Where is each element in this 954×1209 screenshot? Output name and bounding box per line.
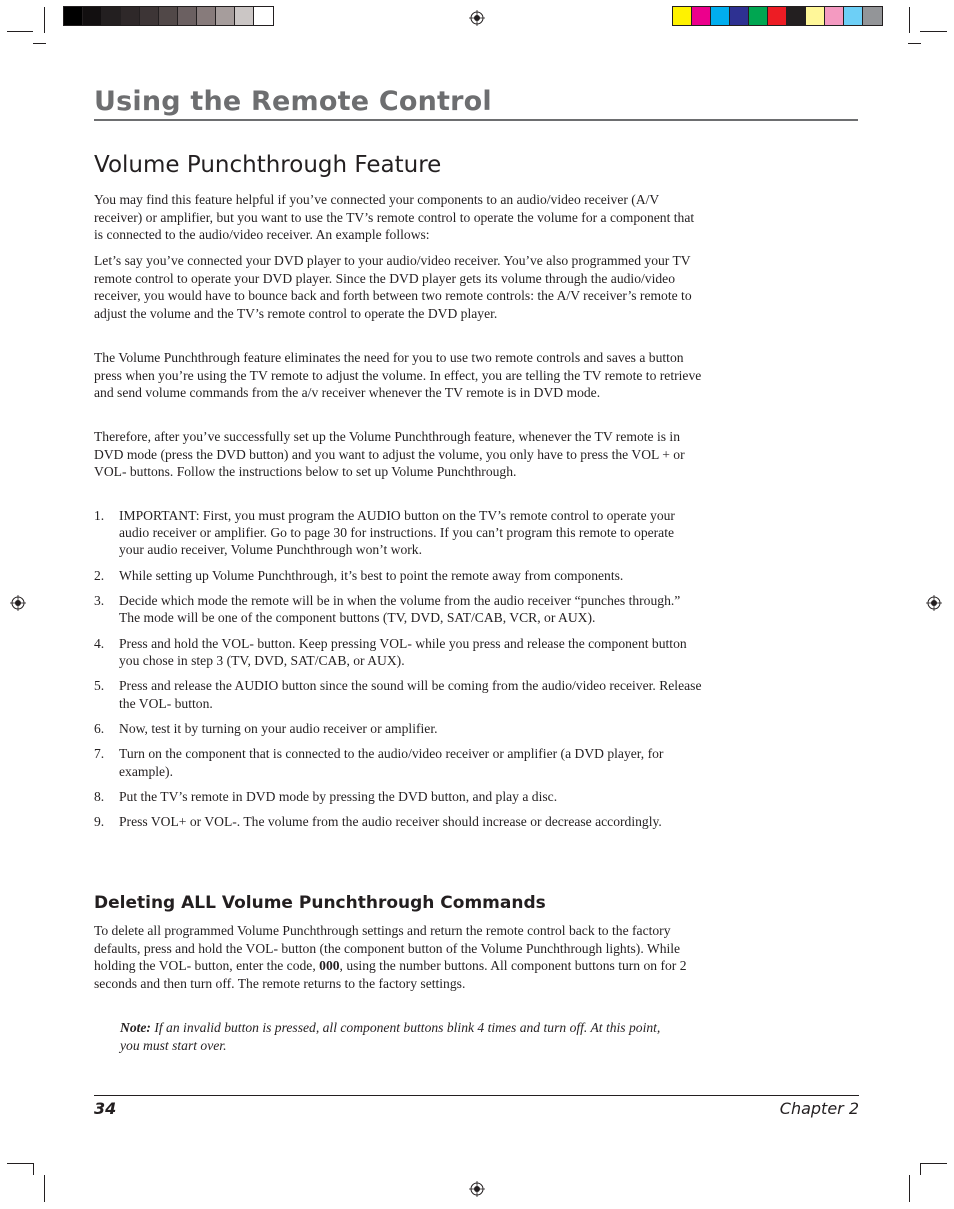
color-swatch: [806, 7, 825, 25]
registration-mark-icon: [926, 595, 942, 611]
step-number: 2.: [94, 567, 105, 583]
step-number: 5.: [94, 678, 105, 694]
setup-steps: [94, 507, 702, 839]
registration-mark-icon: [469, 1181, 485, 1197]
color-swatch: [64, 7, 83, 25]
color-swatch: [863, 7, 882, 25]
step-item: [94, 635, 702, 669]
color-swatch: [178, 7, 197, 25]
color-swatch: [140, 7, 159, 25]
paragraph-intro: You may find this feature helpful if you’ve connected your components to an audio/video receiver (A/V receiver) or amplifier, but you want to use the TV’s remote control to operate the volume for a component that is connected to the audio/video receiver. An example follows:: [94, 192, 695, 243]
step-text: While setting up Volume Punchthrough, it’s best to point the remote away from components.: [119, 567, 624, 583]
step-number: 6.: [94, 720, 105, 736]
step-text: Press and hold the VOL- button. Keep pressing VOL- while you press and release the component button you chose in step 3 (TV, DVD, SAT/CAB, or AUX).: [119, 635, 687, 668]
color-bar: [672, 6, 883, 26]
step-text: Turn on the component that is connected to the audio/video receiver or amplifier (a DVD player, for example).: [119, 746, 664, 779]
color-swatch: [692, 7, 711, 25]
color-swatch: [673, 7, 692, 25]
note-label: Note:: [120, 1020, 151, 1035]
color-swatch: [235, 7, 254, 25]
paragraph-therefore: Therefore, after you’ve successfully set up the Volume Punchthrough feature, whenever the TV remote is in DVD mode (press the DVD button) and you want to adjust the volume, you only have to press the VOL + or VOL- buttons. Follow the instructions below to set up Volume Punchthrough.: [94, 429, 685, 480]
page-number: 34: [94, 1099, 117, 1118]
step-item: [94, 788, 702, 805]
paragraph-feature: The Volume Punchthrough feature eliminates the need for you to use two remote controls and saves a button press when you’re using the TV remote to adjust the volume. In effect, you are telling the TV remote to retrieve and send volume commands from the a/v receiver whenever the TV remote is in DVD mode.: [94, 350, 702, 401]
step-number: 9.: [94, 814, 105, 830]
registration-mark-icon: [469, 10, 485, 26]
step-number: 7.: [94, 746, 105, 762]
section-title: Volume Punchthrough Feature: [94, 152, 442, 178]
color-swatch: [730, 7, 749, 25]
color-swatch: [844, 7, 863, 25]
step-number: 1.: [94, 508, 105, 523]
step-item: [94, 677, 702, 711]
color-swatch: [711, 7, 730, 25]
color-swatch: [102, 7, 121, 25]
paragraph-example: Let’s say you’ve connected your DVD player to your audio/video receiver. You’ve also programmed your TV remote control to operate your DVD player. Since the DVD player gets its volume through the audio/video receiver, you would have to bounce back and forth between two remote controls: the A/V receiver’s remote to adjust the volume and the TV’s remote control to operate the DVD player.: [94, 253, 692, 321]
delete-text-end: , using the number buttons. All component buttons turn on for 2 seconds and then turn off. The remote returns to the factory settings.: [94, 958, 687, 991]
color-swatch: [159, 7, 178, 25]
color-swatch: [768, 7, 787, 25]
step-item: [94, 720, 702, 737]
step-text: Decide which mode the remote will be in when the volume from the audio receiver “punches through.” The mode will be one of the component buttons (TV, DVD, SAT/CAB, VCR, or AUX).: [119, 593, 681, 626]
color-swatch: [216, 7, 235, 25]
step-number: 3.: [94, 593, 105, 609]
color-swatch: [254, 7, 273, 25]
step-item: [94, 813, 702, 830]
note: [120, 1019, 680, 1054]
step-number: 4.: [94, 635, 105, 651]
color-swatch: [197, 7, 216, 25]
step-text: IMPORTANT: First, you must program the AUDIO button on the TV’s remote control to operate your audio receiver or amplifier. Go to page 30 for instructions. If you can’t program this remote to operate your audio receiver, Volume Punchthrough won’t work.: [119, 508, 675, 558]
color-swatch: [825, 7, 844, 25]
step-text: Press and release the AUDIO button since the sound will be coming from the audio/video receiver. Release the VOL- button.: [119, 678, 702, 711]
color-swatch: [121, 7, 140, 25]
subsection-title: Deleting ALL Volume Punchthrough Commands: [94, 893, 546, 913]
step-number: 8.: [94, 788, 105, 804]
footer-rule: [94, 1095, 859, 1096]
note-text: If an invalid button is pressed, all component buttons blink 4 times and turn off. At this point, you must start over.: [120, 1020, 661, 1053]
step-item: [94, 507, 702, 559]
color-swatch: [83, 7, 102, 25]
step-item: [94, 567, 702, 584]
grayscale-bar: [63, 6, 274, 26]
step-item: [94, 745, 702, 779]
step-text: Press VOL+ or VOL-. The volume from the audio receiver should increase or decrease accordingly.: [119, 814, 662, 830]
step-text: Now, test it by turning on your audio receiver or amplifier.: [119, 720, 438, 736]
step-text: Put the TV’s remote in DVD mode by pressing the DVD button, and play a disc.: [119, 788, 558, 804]
step-item: [94, 592, 702, 626]
chapter-label: Chapter 2: [779, 1099, 859, 1118]
color-swatch: [787, 7, 806, 25]
delete-text-start: To delete all programmed Volume Punchthrough settings and return the remote control back to the factory defaults, press and hold the VOL- button (the component button of the Volume Punchthrough lights). While holding the VOL- button, enter the code,: [94, 923, 681, 974]
delete-code: 000: [319, 958, 340, 974]
paragraph-delete: [94, 922, 702, 992]
registration-mark-icon: [10, 595, 26, 611]
running-head: Using the Remote Control: [94, 86, 858, 121]
color-swatch: [749, 7, 768, 25]
